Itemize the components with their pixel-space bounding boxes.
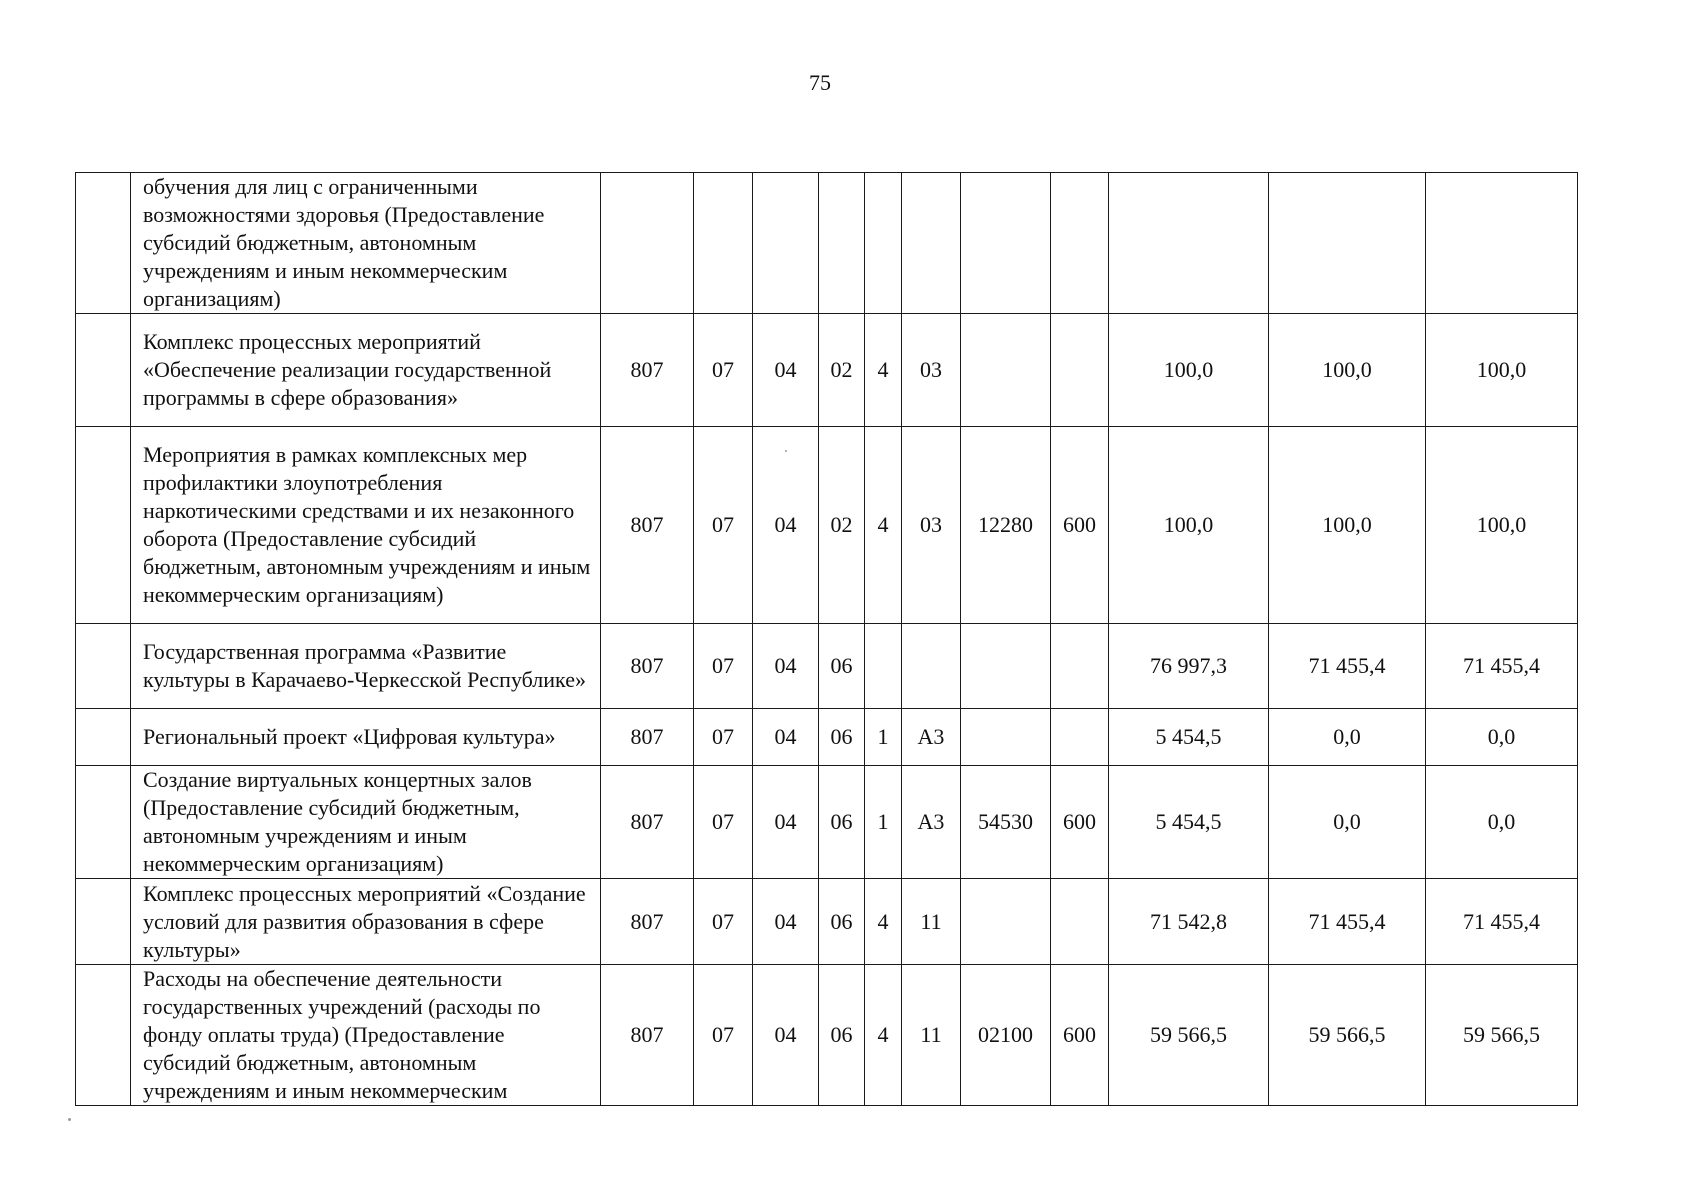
amount-year-1: 100,0 <box>1109 314 1269 427</box>
direction-code-cell <box>961 314 1051 427</box>
row-number-cell <box>76 965 131 1106</box>
table-row <box>76 173 1578 314</box>
row-number-cell <box>76 766 131 879</box>
activity-code-cell <box>902 624 961 709</box>
subsection-code-cell: 04 <box>753 709 819 766</box>
amount-year-2: 71 455,4 <box>1269 624 1426 709</box>
activity-code-cell: 11 <box>902 879 961 965</box>
amount-year-3: 0,0 <box>1426 766 1578 879</box>
direction-code-cell: 54530 <box>961 766 1051 879</box>
amount-year-1: 59 566,5 <box>1109 965 1269 1106</box>
row-number-cell <box>76 624 131 709</box>
budget-table <box>75 172 1578 1106</box>
subsection-code-cell: 04 <box>753 624 819 709</box>
row-description: Расходы на обеспечение деятельности государственных учреждений (расходы по фонду оплаты труда) (Предоставление субсидий бюджетным, автономным учреждениям и иным некоммерческим <box>131 965 601 1106</box>
subsection-code-cell: 04 <box>753 314 819 427</box>
expense-type-code-cell <box>1051 624 1109 709</box>
program-type-code-cell: 4 <box>865 965 902 1106</box>
scan-speck <box>68 1118 71 1121</box>
amount-year-3: 100,0 <box>1426 427 1578 624</box>
direction-code-cell: 12280 <box>961 427 1051 624</box>
row-description: Государственная программа «Развитие культуры в Карачаево-Черкесской Республике» <box>131 624 601 709</box>
table-row <box>76 965 1578 1106</box>
activity-code-cell: А3 <box>902 709 961 766</box>
amount-year-3 <box>1426 173 1578 314</box>
subsection-code-cell <box>753 173 819 314</box>
section-code-cell: 07 <box>694 314 753 427</box>
ministry-code-cell: 807 <box>601 427 694 624</box>
amount-year-2: 100,0 <box>1269 314 1426 427</box>
row-description: Комплекс процессных мероприятий «Создание условий для развития образования в сфере культуры» <box>131 879 601 965</box>
amount-year-2: 0,0 <box>1269 709 1426 766</box>
program-type-code-cell: 4 <box>865 314 902 427</box>
row-description: Региональный проект «Цифровая культура» <box>131 709 601 766</box>
subsection-code-cell: 04 <box>753 766 819 879</box>
amount-year-1: 5 454,5 <box>1109 709 1269 766</box>
scan-speck <box>785 450 787 452</box>
amount-year-1: 71 542,8 <box>1109 879 1269 965</box>
direction-code-cell <box>961 624 1051 709</box>
amount-year-2: 0,0 <box>1269 766 1426 879</box>
section-code-cell <box>694 173 753 314</box>
program-type-code-cell: 4 <box>865 879 902 965</box>
activity-code-cell: 03 <box>902 427 961 624</box>
amount-year-2: 71 455,4 <box>1269 879 1426 965</box>
program-type-code-cell <box>865 624 902 709</box>
program-type-code-cell: 4 <box>865 427 902 624</box>
program-code-cell: 02 <box>819 314 865 427</box>
table-row <box>76 427 1578 624</box>
row-description: Создание виртуальных концертных залов (Предоставление субсидий бюджетным, автономным учреждениям и иным некоммерческим организациям) <box>131 766 601 879</box>
ministry-code-cell: 807 <box>601 709 694 766</box>
program-type-code-cell: 1 <box>865 709 902 766</box>
amount-year-2 <box>1269 173 1426 314</box>
subsection-code-cell: 04 <box>753 965 819 1106</box>
ministry-code-cell: 807 <box>601 965 694 1106</box>
activity-code-cell: А3 <box>902 766 961 879</box>
program-code-cell: 02 <box>819 427 865 624</box>
amount-year-2: 100,0 <box>1269 427 1426 624</box>
activity-code-cell: 03 <box>902 314 961 427</box>
table-row <box>76 879 1578 965</box>
amount-year-2: 59 566,5 <box>1269 965 1426 1106</box>
program-code-cell: 06 <box>819 624 865 709</box>
page-number: 75 <box>809 70 831 95</box>
ministry-code-cell: 807 <box>601 624 694 709</box>
amount-year-3: 59 566,5 <box>1426 965 1578 1106</box>
amount-year-3: 0,0 <box>1426 709 1578 766</box>
section-code-cell: 07 <box>694 427 753 624</box>
ministry-code-cell <box>601 173 694 314</box>
row-number-cell <box>76 427 131 624</box>
subsection-code-cell: 04 <box>753 879 819 965</box>
row-description: Мероприятия в рамках комплексных мер профилактики злоупотребления наркотическими средствами и их незаконного оборота (Предоставление субсидий бюджетным, автономным учреждениям и иным некоммерческим организациям) <box>131 427 601 624</box>
amount-year-1 <box>1109 173 1269 314</box>
section-code-cell: 07 <box>694 709 753 766</box>
direction-code-cell: 02100 <box>961 965 1051 1106</box>
row-number-cell <box>76 314 131 427</box>
subsection-code-cell: 04 <box>753 427 819 624</box>
section-code-cell: 07 <box>694 879 753 965</box>
amount-year-3: 71 455,4 <box>1426 879 1578 965</box>
row-number-cell <box>76 709 131 766</box>
program-code-cell: 06 <box>819 879 865 965</box>
expense-type-code-cell <box>1051 314 1109 427</box>
table-row <box>76 624 1578 709</box>
program-type-code-cell: 1 <box>865 766 902 879</box>
activity-code-cell: 11 <box>902 965 961 1106</box>
direction-code-cell <box>961 173 1051 314</box>
ministry-code-cell: 807 <box>601 314 694 427</box>
program-code-cell: 06 <box>819 709 865 766</box>
ministry-code-cell: 807 <box>601 766 694 879</box>
direction-code-cell <box>961 709 1051 766</box>
program-code-cell <box>819 173 865 314</box>
row-number-cell <box>76 879 131 965</box>
section-code-cell: 07 <box>694 766 753 879</box>
section-code-cell: 07 <box>694 624 753 709</box>
amount-year-1: 5 454,5 <box>1109 766 1269 879</box>
expense-type-code-cell: 600 <box>1051 766 1109 879</box>
row-number-cell <box>76 173 131 314</box>
row-description: обучения для лиц с ограниченными возможностями здоровья (Предоставление субсидий бюджетным, автономным учреждениям и иным некоммерческим организациям) <box>131 173 601 314</box>
expense-type-code-cell <box>1051 173 1109 314</box>
expense-type-code-cell <box>1051 879 1109 965</box>
program-type-code-cell <box>865 173 902 314</box>
amount-year-1: 100,0 <box>1109 427 1269 624</box>
activity-code-cell <box>902 173 961 314</box>
amount-year-3: 100,0 <box>1426 314 1578 427</box>
table-row <box>76 766 1578 879</box>
program-code-cell: 06 <box>819 965 865 1106</box>
expense-type-code-cell: 600 <box>1051 427 1109 624</box>
section-code-cell: 07 <box>694 965 753 1106</box>
expense-type-code-cell: 600 <box>1051 965 1109 1106</box>
table-row <box>76 314 1578 427</box>
table-row <box>76 709 1578 766</box>
amount-year-1: 76 997,3 <box>1109 624 1269 709</box>
direction-code-cell <box>961 879 1051 965</box>
amount-year-3: 71 455,4 <box>1426 624 1578 709</box>
program-code-cell: 06 <box>819 766 865 879</box>
row-description: Комплекс процессных мероприятий «Обеспечение реализации государственной программы в сфере образования» <box>131 314 601 427</box>
ministry-code-cell: 807 <box>601 879 694 965</box>
expense-type-code-cell <box>1051 709 1109 766</box>
